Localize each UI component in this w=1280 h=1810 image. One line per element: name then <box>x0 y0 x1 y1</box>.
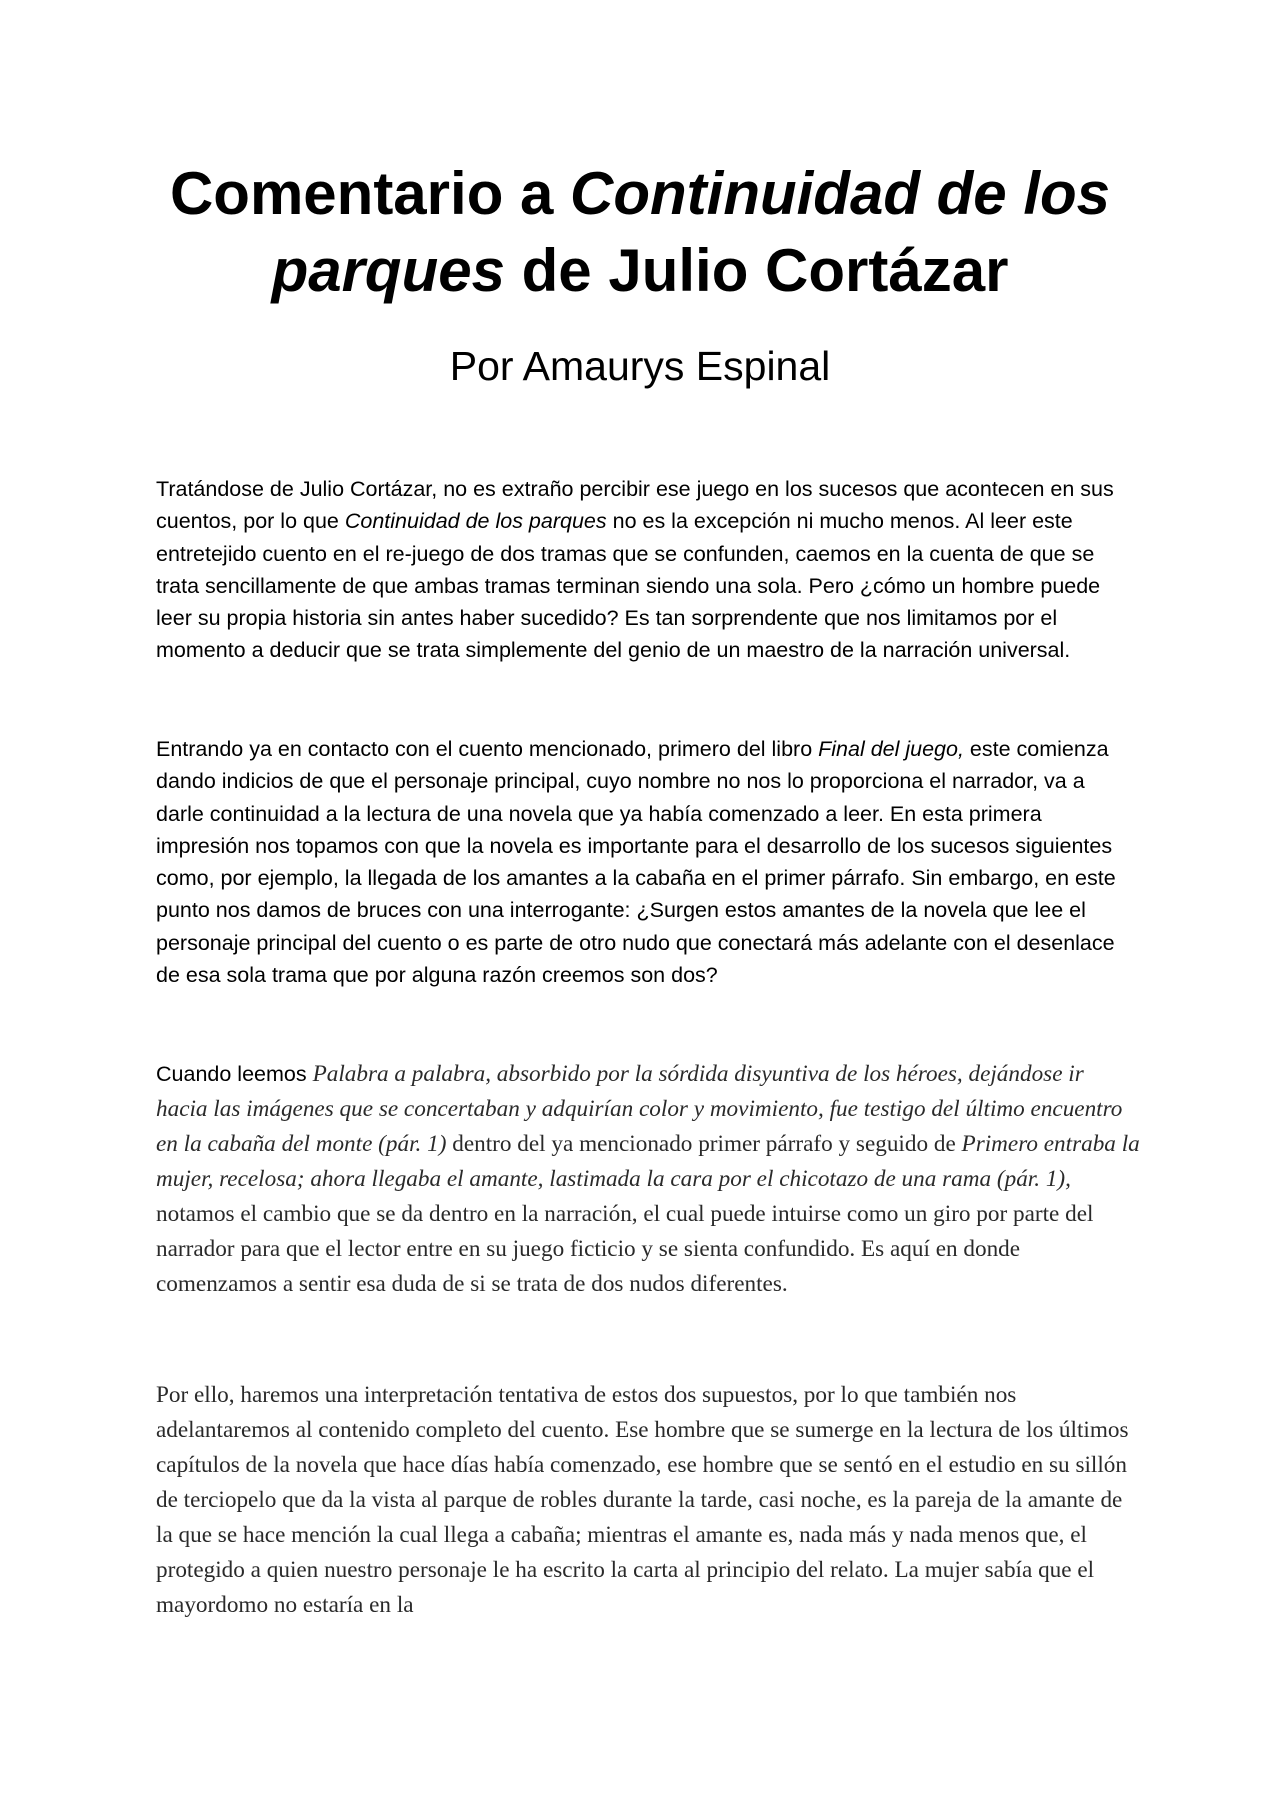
paragraph-2-text-b: este comienza dando indicios de que el personaje principal, cuyo nombre no nos lo proporciona el narrador, va a darle continuidad a la lectura de una novela que ya había comenzado a leer. En esta primera impresión nos topamos con que la novela es importante para el desarrollo de los sucesos siguientes como, por ejemplo, la llegada de los amantes a la cabaña en el primer párrafo. Sin embargo, en este punto nos damos de bruces con una interrogante: ¿Surgen estos amantes de la novela que lee el personaje principal del cuento o es parte de otro nudo que conectará más adelante con el desenlace de esa sola trama que por alguna razón creemos son dos? <box>156 737 1116 988</box>
paragraph-3-quote-2: Primero entraba la mujer, recelosa; ahora llegaba el amante, lastimada la cara por el chicotazo de una rama (pár. 1), <box>156 1131 1140 1192</box>
paragraph-2 <box>156 733 1136 991</box>
title-part-1: Comentario a <box>169 160 571 227</box>
paragraph-1-text-a: Tratándose de Julio Cortázar, no es extraño percibir ese juego en los sucesos que acontecen en sus cuentos, por lo que <box>156 477 1114 534</box>
paragraph-1-italic: Continuidad de los parques <box>344 509 607 534</box>
title-italic-work: Continuidad de los parques <box>271 160 1111 304</box>
page-title <box>120 155 1160 309</box>
paragraph-3-quote-1: Palabra a palabra, absorbido por la sórdida disyuntiva de los héroes, dejándose ir hacia las imágenes que se concertaban y adquirían color y movimiento, fue testigo del último encuentro en la cabaña del monte (pár. 1) <box>156 1061 1123 1157</box>
paragraph-1-text-b: no es la excepción ni mucho menos. Al leer este entretejido cuento en el re-juego de dos tramas que se confunden, caemos en la cuenta de que se trata sencillamente de que ambas tramas terminan siendo una sola. Pero ¿cómo un hombre puede leer su propia historia sin antes haber sucedido? Es tan sorprendente que nos limitamos por el momento a deducir que se trata simplemente del genio de un maestro de la narración universal. <box>156 509 1101 663</box>
paragraph-3-mid: dentro del ya mencionado primer párrafo y seguido de <box>446 1131 962 1157</box>
paragraph-3 <box>156 1057 1141 1302</box>
paragraph-2-text-a: Entrando ya en contacto con el cuento mencionado, primero del libro <box>156 737 819 761</box>
paragraph-3-end: notamos el cambio que se da dentro en la narración, el cual puede intuirse como un giro por parte del narrador para que el lector entre en su juego ficticio y se sienta confundido. Es aquí en donde comenzamos a sentir esa duda de si se trata de dos nudos diferentes. <box>156 1201 1094 1297</box>
author-byline: Por Amaurys Espinal <box>449 343 831 389</box>
paragraph-4: Por ello, haremos una interpretación tentativa de estos dos supuestos, por lo que también nos adelantaremos al contenido completo del cuento. Ese hombre que se sumerge en la lectura de los últimos capítulos de la novela que hace días había comenzado, ese hombre que se sentó en el estudio en su sillón de terciopelo que da la vista al parque de robles durante la tarde, casi noche, es la pareja de la amante de la que se hace mención la cual llega a cabaña; mientras el amante es, nada más y nada menos que, el protegido a quien nuestro personaje le ha escrito la carta al principio del relato. La mujer sabía que el mayordomo no estaría en la <box>156 1382 1129 1618</box>
paragraph-1 <box>156 473 1136 667</box>
paragraph-3-lead: Cuando leemos <box>156 1062 313 1086</box>
title-part-2: de Julio Cortázar <box>504 237 1009 304</box>
paragraph-2-italic: Final del juego, <box>818 737 964 761</box>
